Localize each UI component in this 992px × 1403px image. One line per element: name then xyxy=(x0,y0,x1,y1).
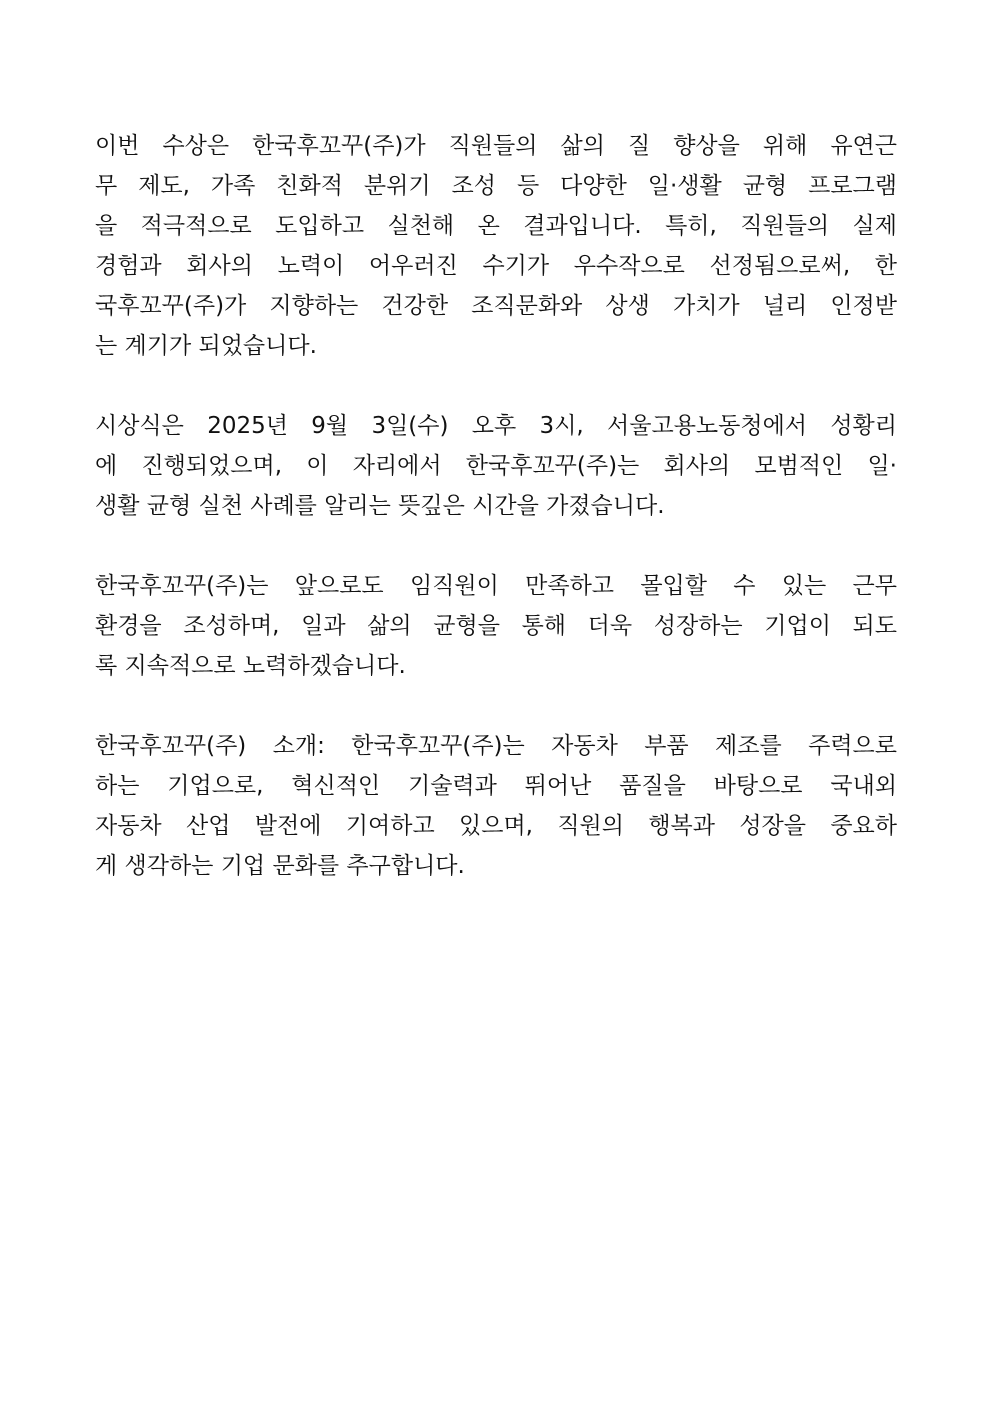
text-line: 이번 수상은 한국후꼬꾸(주)가 직원들의 삶의 질 향상을 위해 유연근 xyxy=(95,133,897,159)
text-line: 환경을 조성하며, 일과 삶의 균형을 통해 더욱 성장하는 기업이 되도 xyxy=(95,613,897,639)
text-line: 한국후꼬꾸(주) 소개: 한국후꼬꾸(주)는 자동차 부품 제조를 주력으로 xyxy=(95,733,897,759)
paragraph-company-intro xyxy=(95,726,897,886)
text-line: 한국후꼬꾸(주)는 앞으로도 임직원이 만족하고 몰입할 수 있는 근무 xyxy=(95,573,897,599)
text-line: 을 적극적으로 도입하고 실천해 온 결과입니다. 특히, 직원들의 실제 xyxy=(95,213,897,239)
text-line: 무 제도, 가족 친화적 분위기 조성 등 다양한 일·생활 균형 프로그램 xyxy=(95,173,897,199)
text-line: 게 생각하는 기업 문화를 추구합니다. xyxy=(95,853,465,879)
text-line: 는 계기가 되었습니다. xyxy=(95,333,317,359)
document-body xyxy=(95,126,897,926)
text-line: 국후꼬꾸(주)가 지향하는 건강한 조직문화와 상생 가치가 널리 인정받 xyxy=(95,293,897,319)
text-line: 생활 균형 실천 사례를 알리는 뜻깊은 시간을 가졌습니다. xyxy=(95,493,665,519)
text-line: 록 지속적으로 노력하겠습니다. xyxy=(95,653,406,679)
paragraph-ceremony xyxy=(95,406,897,526)
paragraph-commitment xyxy=(95,566,897,686)
text-line: 시상식은 2025년 9월 3일(수) 오후 3시, 서울고용노동청에서 성황리 xyxy=(95,413,897,439)
paragraph-award-reason xyxy=(95,126,897,366)
text-line: 경험과 회사의 노력이 어우러진 수기가 우수작으로 선정됨으로써, 한 xyxy=(95,253,897,279)
text-line: 하는 기업으로, 혁신적인 기술력과 뛰어난 품질을 바탕으로 국내외 xyxy=(95,773,897,799)
text-line: 자동차 산업 발전에 기여하고 있으며, 직원의 행복과 성장을 중요하 xyxy=(95,813,897,839)
text-line: 에 진행되었으며, 이 자리에서 한국후꼬꾸(주)는 회사의 모범적인 일· xyxy=(95,453,897,479)
